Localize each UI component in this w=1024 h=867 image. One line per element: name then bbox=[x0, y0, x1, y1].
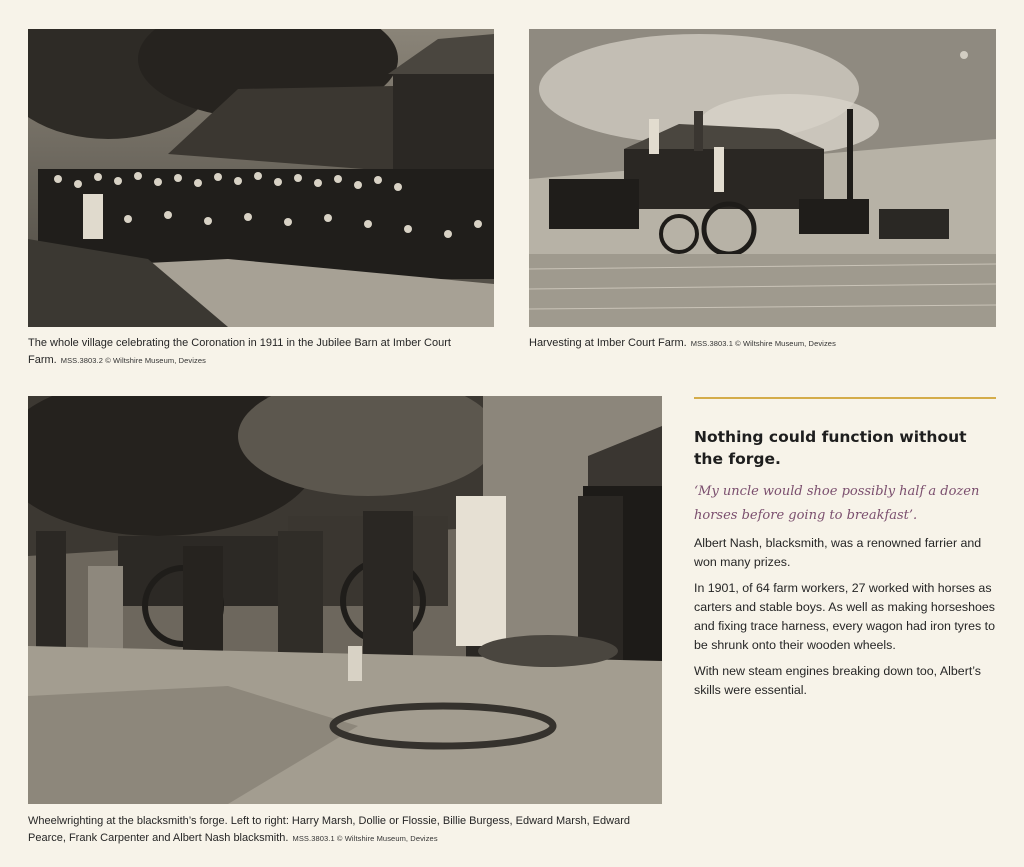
photo-harvest-image bbox=[529, 29, 996, 327]
panel-quote: ‘My uncle would shoe possibly half a dozen horses before going to breakfast’. bbox=[694, 484, 980, 523]
photo-forge bbox=[28, 396, 662, 804]
caption-harvest-credit: MSS.3803.1 © Wiltshire Museum, Devizes bbox=[690, 339, 836, 348]
photo-coronation-image bbox=[28, 29, 494, 327]
photo-coronation bbox=[28, 29, 494, 327]
photo-forge-image bbox=[28, 396, 662, 804]
panel-paragraph-3: With new steam engines breaking down too, Albert’s skills were essential. bbox=[694, 664, 981, 697]
forge-text-panel bbox=[694, 426, 996, 707]
caption-coronation-credit: MSS.3803.2 © Wiltshire Museum, Devizes bbox=[60, 356, 206, 365]
caption-harvest-text: Harvesting at Imber Court Farm. bbox=[529, 337, 687, 349]
caption-coronation bbox=[28, 335, 494, 369]
panel-heading: Nothing could function without the forge. bbox=[694, 428, 967, 468]
caption-forge bbox=[28, 813, 668, 847]
panel-paragraph-1: Albert Nash, blacksmith, was a renowned farrier and won many prizes. bbox=[694, 536, 982, 569]
caption-coronation-text: The whole village celebrating the Coronation in 1911 in the Jubilee Barn at Imber Court Farm. bbox=[28, 337, 451, 366]
photo-harvest bbox=[529, 29, 996, 327]
caption-forge-text: Wheelwrighting at the blacksmith’s forge. Left to right: Harry Marsh, Dollie or Flossie, Billie Burgess, Edward Marsh, Edward Pearce, Frank Carpenter and Albert Nash blacksmith. bbox=[28, 815, 630, 844]
panel-paragraph-2: In 1901, of 64 farm workers, 27 worked with horses as carters and stable boys. As well as making horseshoes and fixing trace harness, every wagon had iron tyres to be shrunk onto their wooden wheels. bbox=[694, 581, 995, 652]
caption-forge-credit: MSS.3803.1 © Wiltshire Museum, Devizes bbox=[292, 834, 438, 843]
caption-harvest bbox=[529, 335, 996, 352]
gold-divider bbox=[694, 397, 996, 399]
